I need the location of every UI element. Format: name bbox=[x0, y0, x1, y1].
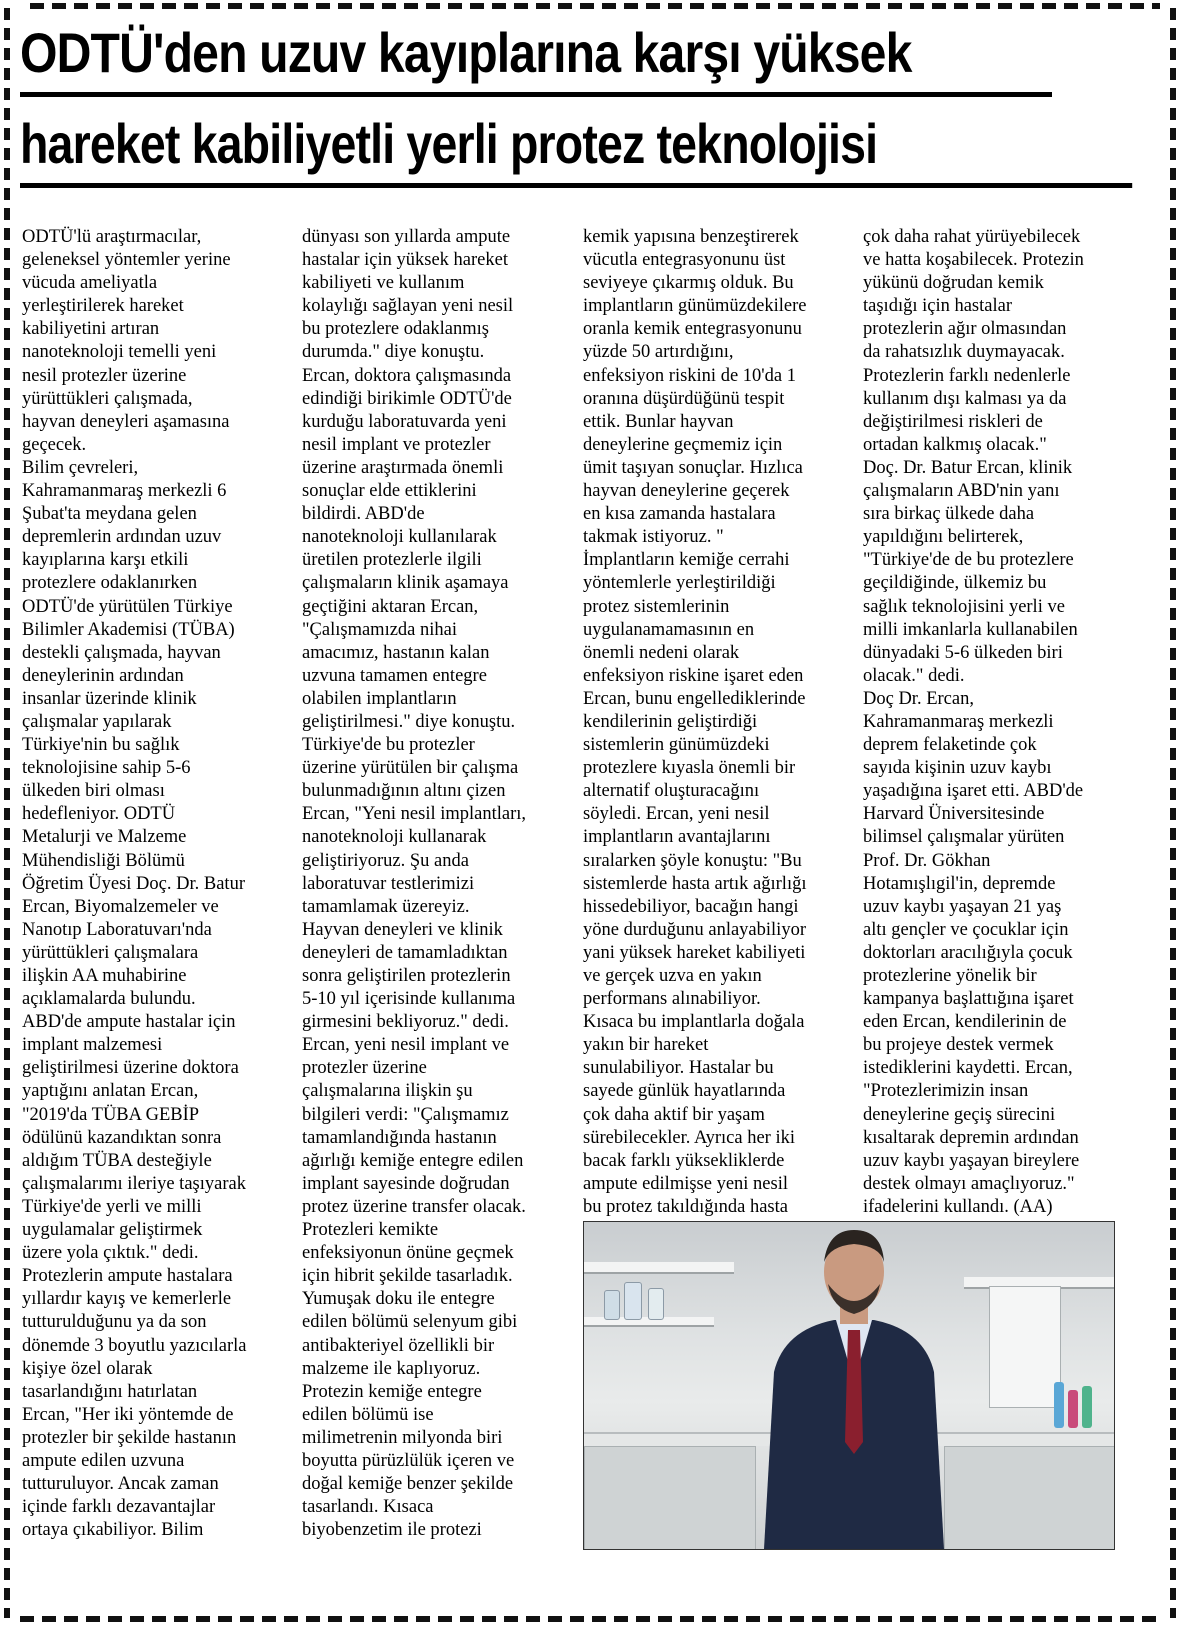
page-frame-bottom bbox=[20, 1616, 1160, 1622]
article-photo bbox=[583, 1221, 1115, 1550]
lab-bottle bbox=[624, 1282, 642, 1320]
page-frame-left bbox=[4, 8, 10, 1618]
lab-cabinet bbox=[584, 1446, 756, 1550]
researcher-figure bbox=[744, 1222, 964, 1549]
lab-bottle bbox=[1054, 1382, 1064, 1428]
article-headline bbox=[20, 18, 1160, 188]
page-frame-right bbox=[1170, 8, 1176, 1618]
page-frame-top bbox=[30, 3, 1160, 9]
lab-bottle bbox=[648, 1288, 664, 1320]
article-column-4: çok daha rahat yürüyebilecek ve hatta koşabilecek. Protezin yükünü doğrudan kemik taşıdığı için hastalar protezlerin ağır olmasından da rahatsızlık duymayacak. Protezlerin farklı nedenlerle kullanım dışı kalması ya da değiştirilmesi riskleri de ortadan kalkmış olacak." Doç. Dr. Batur Ercan, klinik çalışmaların ABD'nin yanı sıra birkaç ülkede daha yapıldığını belirterek, "Türkiye'de de bu protezlere geçildiğinde, ülkemiz bu sağlık teknolojisini yerli ve milli imkanlarla kullanabilen dünyadaki 5-6 ülkeden biri olacak." dedi. Doç Dr. Ercan, Kahramanmaraş merkezli deprem felaketinde çok sayıda kişinin uzuv kaybı yaşadığına işaret etti. ABD'de Harvard Üniversitesinde bilimsel çalışmalar yürüten Prof. Dr. Gökhan Hotamışlıgil'in, depremde uzuv kaybı yaşayan 21 yaş altı gençler ve çocuklar için doktorları aracılığıyla çocuk protezlerine yönelik bir kampanya başlattığına işaret eden Ercan, kendilerinin de bu projeye destek vermek istediklerini kaydetti. Ercan, "Protezlerimizin insan deneylerine geçiş sürecini kısaltarak depremin ardından uzuv kaybı yaşayan bireylere destek olmayı amaçlıyoruz." ifadelerini kullandı. (AA) bbox=[863, 227, 1084, 1217]
article-column-1: ODTÜ'lü araştırmacılar, geleneksel yöntemler yerine vücuda ameliyatla yerleştirilerek hareket kabiliyetini artıran nanoteknoloji temelli yeni nesil protezler üzerine yürüttükleri çalışmada, hayvan deneyleri aşamasına geçecek. Bilim çevreleri, Kahramanmaraş merkezli 6 Şubat'ta meydana gelen depremlerin ardından uzuv kayıplarına karşı etkili protezlere odaklanırken ODTÜ'de yürütülen Türkiye Bilimler Akademisi (TÜBA) destekli çalışmada, hayvan deneylerinin ardından insanlar üzerinde klinik çalışmalar yapılarak Türkiye'nin bu sağlık teknolojisine sahip 5-6 ülkeden biri olması hedefleniyor. ODTÜ Metalurji ve Malzeme Mühendisliği Bölümü Öğretim Üyesi Doç. Dr. Batur Ercan, Biyomalzemeler ve Nanotıp Laboratuvarı'nda yürüttükleri çalışmalara ilişkin AA muhabirine açıklamalarda bulundu. ABD'de ampute hastalar için implant malzemesi geliştirilmesi üzerine doktora yaptığını anlatan Ercan, "2019'da TÜBA GEBİP ödülünü kazandıktan sonra aldığım TÜBA desteğiyle çalışmalarımı ileriye taşıyarak Türkiye'de yerli ve milli uygulamalar geliştirmek üzere yola çıktık." dedi. Protezlerin ampute hastalara yıllardır kayış ve kemerlerle tutturulduğunu ya da son dönemde 3 boyutlu yazıcılarla kişiye özel olarak tasarlandığını hatırlatan Ercan, "Her iki yöntemde de protezler bir şekilde hastanın ampute edilen uzvuna tutturuluyor. Ancak zaman içinde farklı dezavantajlar ortaya çıkabiliyor. Bilim bbox=[22, 227, 247, 1541]
lab-shelf bbox=[584, 1262, 734, 1274]
article-column-3: kemik yapısına benzeştirerek vücutla entegrasyonunu üst seviyeye çıkarmış olduk. Bu implantların günümüzdekilere oranla kemik entegrasyonunu yüzde 50 artırdığını, enfeksiyon riskini de 10'da 1 oranına düşürdüğünü tespit ettik. Bunlar hayvan deneylerine geçmemiz için ümit taşıyan sonuçlar. Hızlıca hayvan deneylerine geçerek en kısa zamanda hastalara takmak istiyoruz. " İmplantların kemiğe cerrahi yöntemlerle yerleştirildiği protez sistemlerinin uygulanamamasının en önemli nedeni olarak enfeksiyon riskine işaret eden Ercan, bunu engellediklerinde kendilerinin geliştirdiği sistemlerin günümüzdeki protezlere kıyasla önemli bir alternatif oluşturacağını söyledi. Ercan, yeni nesil implantların avantajlarını sıralarken şöyle konuştu: "Bu sistemlerde hasta artık ağırlığı hissedebiliyor, bacağın hangi yöne durduğunu anlayabiliyor yani yüksek hareket kabiliyeti ve gerçek uzva en yakın performans alınabiliyor. Kısaca bu implantlarla doğala yakın bir hareket sunulabiliyor. Hastalar bu sayede günlük hayatlarında çok daha aktif bir yaşam sürebilecekler. Ayrıca her iki bacak farklı yüksekliklerde ampute edilmişse yeni nesil bu protez takıldığında hasta bbox=[583, 227, 807, 1217]
headline-line-2: hareket kabiliyetli yerli protez teknolojisi bbox=[20, 109, 1132, 188]
lab-cabinet bbox=[944, 1446, 1115, 1550]
lab-bottle bbox=[1082, 1386, 1092, 1428]
article-column-2: dünyası son yıllarda ampute hastalar için yüksek hareket kabiliyeti ve kullanım kolaylığı sağlayan yeni nesil bu protezlere odaklanmış durumda." diye konuştu. Ercan, doktora çalışmasında edindiği birikimle ODTÜ'de kurduğu laboratuvarda yeni nesil implant ve protezler üzerine araştırmada önemli sonuçlar elde ettiklerini bildirdi. ABD'de nanoteknoloji kullanılarak üretilen protezlerle ilgili çalışmaların klinik aşamaya geçtiğini aktaran Ercan, "Çalışmamızda nihai amacımız, hastanın kalan uzvuna tamamen entegre olabilen implantların geliştirilmesi." diye konuştu. Türkiye'de bu protezler üzerine yürütülen bir çalışma bulunmadığının altını çizen Ercan, "Yeni nesil implantları, nanoteknoloji kullanarak geliştiriyoruz. Şu anda laboratuvar testlerimizi tamamlamak üzereyiz. Hayvan deneyleri ve klinik deneyleri de tamamladıktan sonra geliştirilen protezlerin 5-10 yıl içerisinde kullanıma girmesini bekliyoruz." dedi. Ercan, yeni nesil implant ve protezler üzerine çalışmalarına ilişkin şu bilgileri verdi: "Çalışmamız tamamlandığında hastanın ağırlığı kemiğe entegre edilen implant sayesinde doğrudan protez üzerine transfer olacak. Protezleri kemikte enfeksiyonun önüne geçmek için hibrit şekilde tasarladık. Yumuşak doku ile entegre edilen bölümü selenyum gibi antibakteriyel özellikli bir malzeme ile kaplıyoruz. Protezin kemiğe entegre edilen bölümü ise milimetrenin milyonda biri boyutta pürüzlülük içeren ve doğal kemiğe benzer şekilde tasarlandı. Kısaca biyobenzetim ile protezi bbox=[302, 227, 527, 1541]
lab-bottle bbox=[1068, 1390, 1078, 1428]
lab-bottle bbox=[604, 1290, 620, 1320]
headline-line-1: ODTÜ'den uzuv kayıplarına karşı yüksek bbox=[20, 18, 1052, 97]
lab-device bbox=[989, 1286, 1061, 1408]
